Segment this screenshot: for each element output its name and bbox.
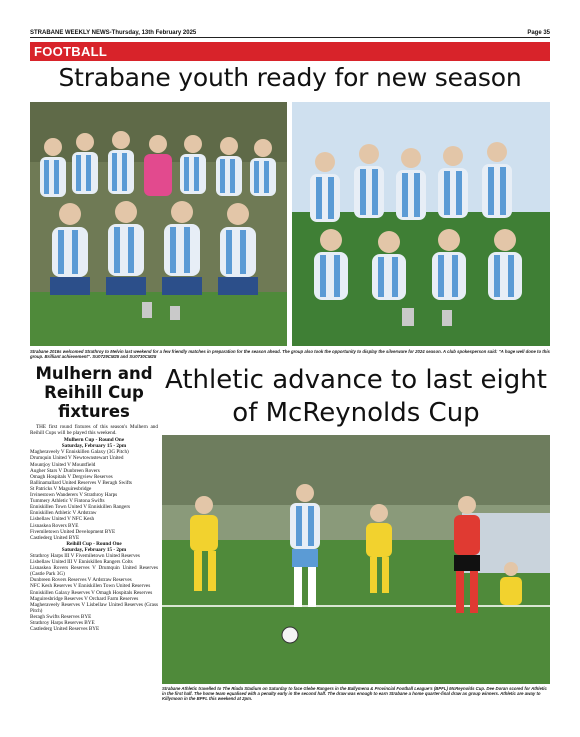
fixture-line: Enniskillen Athletic V Ardstraw (30, 510, 97, 517)
fixture-line: Maguiresbridge Reserves V Orchard Farm Reserves (30, 595, 139, 602)
fixtures-article (30, 424, 158, 632)
main-headline: Strabane youth ready for new season (58, 63, 522, 92)
section-banner (30, 42, 550, 61)
fixture-line: Ballinamallard United Reserves V Beragh Swifts (30, 479, 132, 486)
fixture-line: Strathroy Harps III V Fivemiletown United Reserves (30, 552, 140, 559)
fixture-subhead: Saturday, February 15 - 2pm (61, 546, 127, 553)
fixture-line: Irvinestown Wanderers V Strathroy Harps (30, 492, 118, 499)
team-photo-image (30, 102, 287, 346)
fixture-line: Omagh Hospitals V Dergview Reserves (30, 473, 113, 480)
fixture-line: Strathroy Harps Reserves BYE (30, 620, 95, 626)
fixture-line: Tummery Athletic V Fintona Swifts (30, 498, 105, 505)
fixture-line: Magheraveely V Enniskillen Galaxy (3G Pitch) (30, 449, 129, 456)
fixture-line: Beragh Swifts Reserves BYE (30, 613, 92, 620)
fixture-subhead: Saturday, February 15 - 2pm (61, 443, 127, 450)
masthead (30, 26, 550, 38)
photo-caption-top: Strabane 2016s welcomed Strathroy to Melvin last weekend for a few friendly matches in preparation for the season ahead. The group also took the opportunity to display the silverware for 2024 season. A club spokesperson said: "A huge well done to this group. Brilliant achievement". SU0729CM25 and SU0730CM25 (30, 349, 550, 360)
fixture-line: Dunbreen Rovers Reserves V Ardstraw Reserves (30, 577, 132, 584)
match-photo-image (162, 435, 550, 684)
fixture-line: Fivemiletown United Development BYE (30, 528, 116, 535)
fixture-line: Magheraveely Reserves V Lisbellaw United Reserves (Grass Pitch) (30, 601, 158, 614)
page-number: Page 35 (527, 30, 550, 36)
fixture-line: Castlederg United Reserves BYE (30, 626, 100, 633)
fixture-line: Castlederg United BYE (30, 534, 80, 541)
photo-caption-bottom: Strabane Athletic travelled to The Riada Stadium on Saturday to face Glebe Rangers in the Ballymena & Provincial Football League's (BPFL) McReynolds Cup. Dee Doran scored for Athletic in the first half. The home team equalised with a penalty early in the second half. The draw was enough to earn Strabane a home quarter-final draw as group winners. Athletic are away to Killymoon in the BPFL this weekend at 2pm. (162, 686, 547, 702)
fixtures-headline: Mulhern and Reihill Cup fixtures (35, 364, 153, 421)
fixture-line: Mountjoy United V Mountfield (30, 461, 96, 468)
fixture-line: Enniskillen Town United V Enniskillen Rangers (30, 504, 131, 511)
fixtures-intro: THE first round fixtures of this season's Mulhern and Reihill Cups will be played this weekend. (30, 424, 158, 437)
fixture-line: Enniskillen Galaxy Reserves V Omagh Hospitals Reserves (30, 589, 153, 596)
fixture-line: St Patricks V Maguiresbridge (30, 485, 92, 492)
fixture-line: Lisnaskea Rovers Reserves V Drumquin United Reserves (Castle Park 3G) (30, 565, 158, 578)
fixture-subhead: Mulhern Cup - Round One (63, 437, 125, 444)
fixture-list (30, 437, 158, 632)
fixture-line: Augher Stars V Dunbreen Rovers (30, 467, 100, 474)
fixture-line: Lisnaskea Rovers BYE (30, 522, 79, 529)
fixture-line: NFC Kesh Reserves V Enniskillen Town United Reserves (30, 583, 151, 590)
athletic-headline: Athletic advance to last eight of McReynolds Cup (165, 365, 547, 428)
fixture-subhead: Reihill Cup - Round One (66, 540, 122, 547)
fixture-line: Lisbellaw United V NFC Kesh (30, 516, 95, 523)
match-photo (162, 435, 550, 684)
fixture-line: Drumquin United V Newtownstewart United (30, 455, 124, 462)
section-label: FOOTBALL (34, 44, 108, 59)
masthead-date: STRABANE WEEKLY NEWS-Thursday, 13th February 2025 (30, 30, 197, 36)
team-photo-right (292, 102, 550, 346)
fixture-line: Lisbellaw United III V Enniskillen Rangers Colts (30, 559, 133, 566)
team-photo-left (30, 102, 287, 346)
team-photo-image-2 (292, 102, 550, 346)
